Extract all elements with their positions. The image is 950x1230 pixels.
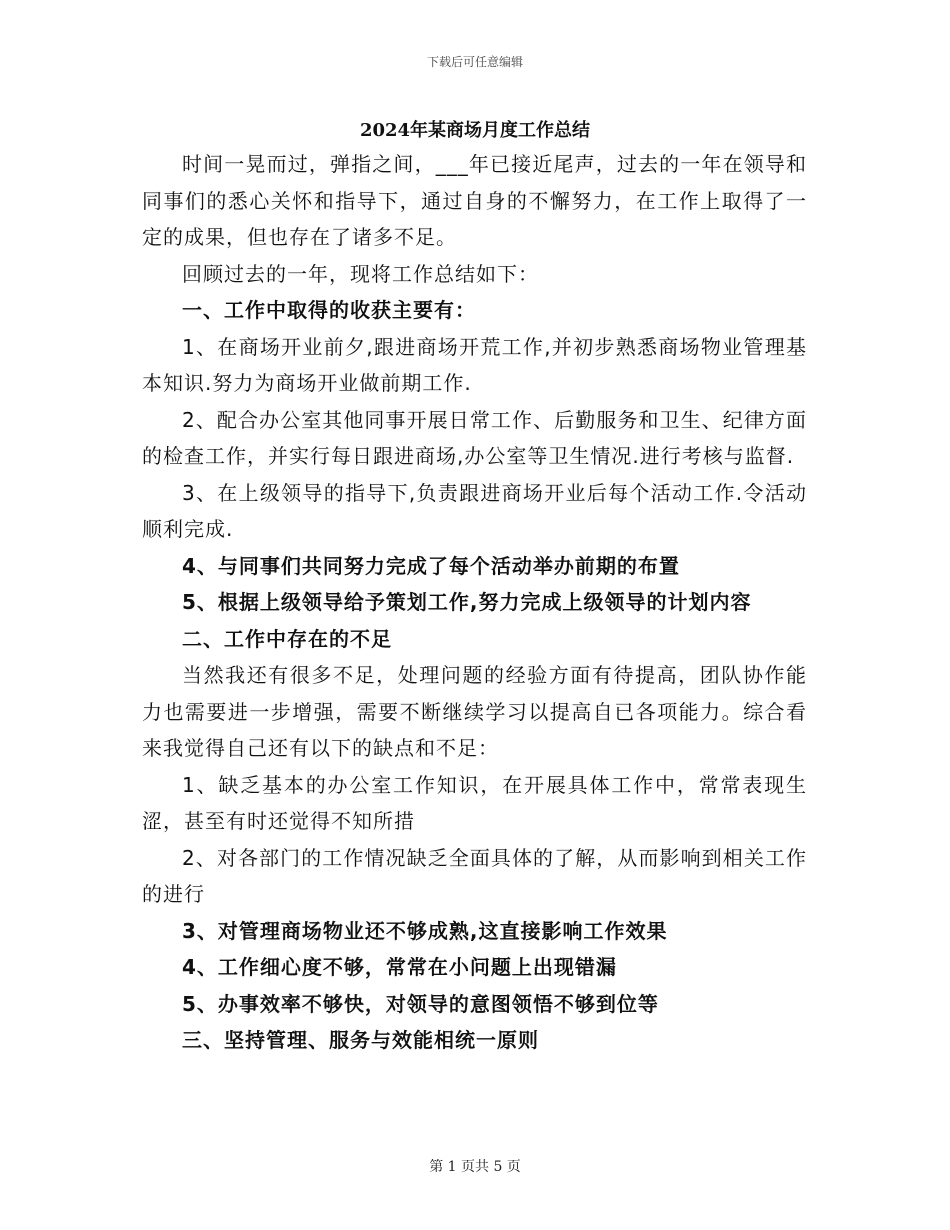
list-item: 1、缺乏基本的办公室工作知识，在开展具体工作中，常常表现生涩，甚至有时还觉得不知所措	[142, 772, 807, 833]
list-item: 5、办事效率不够快，对领导的意图领悟不够到位等	[182, 991, 659, 1016]
list-item: 5、根据上级领导给予策划工作,努力完成上级领导的计划内容	[182, 590, 752, 614]
document-title: 2024年某商场月度工作总结	[359, 120, 591, 141]
list-item: 2、对各部门的工作情况缺乏全面具体的了解，从而影响到相关工作的进行	[142, 845, 807, 906]
paragraph: 时间一晃而过，弹指之间，___年已接近尾声，过去的一年在领导和同事们的悉心关怀和指导下，通过自身的不懈努力，在工作上取得了一定的成果，但也存在了诸多不足。	[142, 152, 807, 249]
document-body	[142, 146, 807, 1059]
section-heading: 三、坚持管理、服务与效能相统一原则	[182, 1028, 539, 1052]
page-header: 下载后可任意编辑	[426, 55, 523, 69]
paragraph: 回顾过去的一年，现将工作总结如下：	[182, 261, 539, 286]
paragraph: 当然我还有很多不足，处理问题的经验方面有待提高，团队协作能力也需要进一步增强，需要不断继续学习以提高自已各项能力。综合看来我觉得自己还有以下的缺点和不足：	[142, 663, 807, 760]
list-item: 2、配合办公室其他同事开展日常工作、后勤服务和卫生、纪律方面的检查工作，并实行每日跟进商场,办公室等卫生情况.进行考核与监督.	[142, 407, 807, 468]
section-heading: 一、工作中取得的收获主要有：	[182, 298, 476, 322]
list-item: 3、对管理商场物业还不够成熟,这直接影响工作效果	[182, 918, 668, 943]
list-item: 4、工作细心度不够，常常在小问题上出现错漏	[182, 955, 617, 979]
section-heading: 二、工作中存在的不足	[182, 626, 392, 651]
list-item: 1、在商场开业前夕,跟进商场开荒工作,并初步熟悉商场物业管理基本知识.努力为商场开业做前期工作.	[142, 334, 807, 395]
list-item: 3、在上级领导的指导下,负责跟进商场开业后每个活动工作.令活动顺利完成.	[142, 480, 807, 541]
page-footer: 第 1 页共 5 页	[429, 1159, 521, 1175]
list-item: 4、与同事们共同努力完成了每个活动举办前期的布置	[182, 553, 680, 578]
